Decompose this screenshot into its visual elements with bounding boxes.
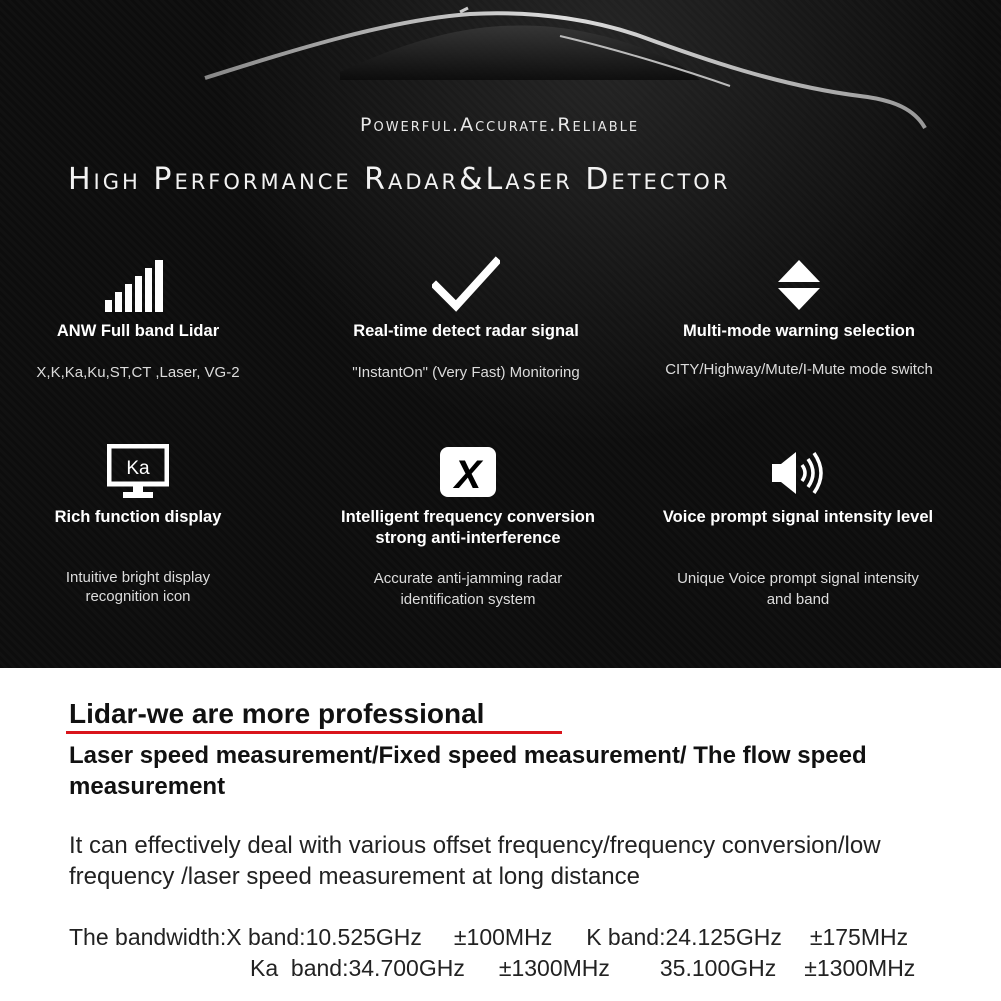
up-down-arrows-icon bbox=[629, 258, 969, 312]
headline: High Performance Radar&Laser Detector bbox=[68, 162, 731, 197]
monitor-ka-icon bbox=[0, 444, 308, 500]
feature-rich-display bbox=[0, 442, 308, 622]
svg-text:X: X bbox=[454, 453, 482, 497]
feature-anw-lidar bbox=[0, 250, 308, 390]
feature-desc-line2: and band bbox=[766, 591, 830, 608]
x-band: X band:10.525GHz bbox=[226, 924, 422, 950]
section-body: It can effectively deal with various offset frequency/frequency conversion/low frequency /laser speed measurement at long distance bbox=[69, 832, 881, 890]
feature-realtime-detect bbox=[296, 250, 636, 390]
feature-multi-mode bbox=[629, 250, 969, 390]
bandwidth-line-2 bbox=[250, 955, 915, 982]
feature-title: Rich function display bbox=[54, 508, 222, 526]
x-box-icon bbox=[298, 446, 638, 498]
lidar-info-panel bbox=[0, 668, 1001, 1001]
feature-desc-line2: recognition icon bbox=[85, 588, 191, 605]
feature-desc-line2: identification system bbox=[400, 591, 536, 608]
section-subtitle: Laser speed measurement/Fixed speed measurement/ The flow speed measurement bbox=[69, 742, 867, 800]
feature-desc-line1: Unique Voice prompt signal intensity bbox=[677, 570, 919, 587]
feature-desc: X,K,Ka,Ku,ST,CT ,Laser, VG-2 bbox=[36, 364, 240, 381]
tagline: Powerful.Accurate.Reliable bbox=[360, 114, 640, 136]
feature-title: Multi-mode warning selection bbox=[683, 322, 915, 340]
feature-title: Real-time detect radar signal bbox=[353, 322, 579, 340]
ka-band-2-tolerance: ±1300MHz bbox=[804, 955, 916, 981]
k-band: K band:24.125GHz bbox=[586, 924, 782, 950]
x-band-tolerance: ±100MHz bbox=[453, 924, 553, 950]
bandwidth-line-1 bbox=[69, 924, 908, 951]
feature-desc: CITY/Highway/Mute/I-Mute mode switch bbox=[665, 361, 933, 378]
feature-frequency-conversion bbox=[298, 442, 638, 622]
ka-band-2: 35.100GHz bbox=[659, 955, 777, 981]
title-underline bbox=[66, 731, 562, 734]
k-band-tolerance: ±175MHz bbox=[809, 924, 909, 950]
feature-title-line2: strong anti-interference bbox=[375, 529, 561, 547]
signal-bars-icon bbox=[0, 258, 308, 312]
checkmark-icon bbox=[296, 256, 636, 312]
feature-voice-prompt bbox=[628, 442, 968, 622]
bandwidth-lead: The bandwidth: bbox=[69, 924, 227, 950]
feature-title: ANW Full band Lidar bbox=[56, 322, 220, 340]
ka-band-tolerance: ±1300MHz bbox=[498, 955, 610, 981]
feature-desc-line1: Accurate anti-jamming radar bbox=[373, 570, 563, 587]
feature-desc: "InstantOn" (Very Fast) Monitoring bbox=[352, 364, 580, 381]
section-title: Lidar-we are more professional bbox=[69, 698, 485, 729]
feature-desc-line1: Intuitive bright display bbox=[65, 569, 211, 586]
svg-text:Ka: Ka bbox=[126, 458, 150, 479]
feature-title: Voice prompt signal intensity level bbox=[662, 508, 934, 526]
feature-title-line1: Intelligent frequency conversion bbox=[341, 508, 595, 526]
ka-band: Ka band:34.700GHz bbox=[250, 955, 465, 981]
speaker-icon bbox=[628, 448, 968, 498]
